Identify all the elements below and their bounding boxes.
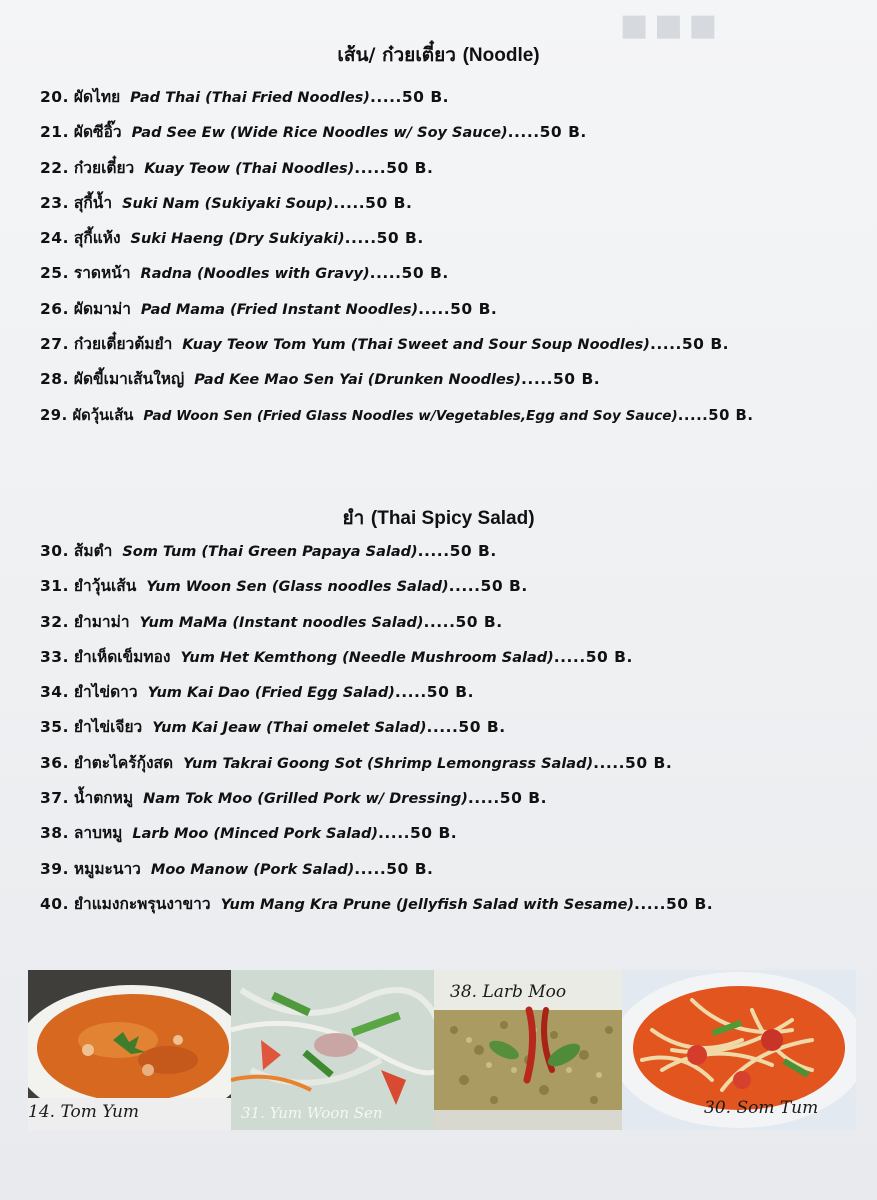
noodle-section-title xyxy=(0,40,877,70)
item-english-name: Yum Takrai Goong Sot (Shrimp Lemongrass Salad) xyxy=(183,755,594,772)
salad-section-title xyxy=(0,503,877,533)
item-price: .....50 B. xyxy=(369,264,449,283)
item-english-name: Pad Mama (Fried Instant Noodles) xyxy=(140,301,419,318)
noodle-title-thai: เส้น/ ก๋วยเตี๋ยว xyxy=(337,44,456,66)
item-thai-name: ส้มตำ xyxy=(73,542,113,560)
item-english-name: Suki Haeng (Dry Sukiyaki) xyxy=(130,231,345,248)
item-thai-name: ยำเห็ดเข็มทอง xyxy=(73,647,171,666)
item-english-name: Yum Kai Dao (Fried Egg Salad) xyxy=(147,685,395,702)
item-price: .....50 B. xyxy=(593,753,673,772)
photo-yum-woon-sen xyxy=(231,970,434,1130)
menu-item xyxy=(40,398,753,433)
menu-item xyxy=(40,362,753,397)
menu-item xyxy=(40,534,713,569)
item-price: .....50 B. xyxy=(369,88,450,106)
item-number: 31. xyxy=(40,577,69,596)
item-number: 24. xyxy=(40,229,69,248)
item-price: .....50 B. xyxy=(333,193,413,212)
menu-item xyxy=(40,151,753,186)
item-english-name: Suki Nam (Sukiyaki Soup) xyxy=(122,195,334,212)
item-english-name: Radna (Noodles with Gravy) xyxy=(140,266,370,283)
item-english-name: Yum Mang Kra Prune (Jellyfish Salad with Sesame) xyxy=(220,896,635,913)
item-number: 37. xyxy=(40,789,69,808)
item-thai-name: ก๋วยเตี๋ยวต้มยำ xyxy=(73,335,173,354)
menu-item xyxy=(40,292,753,327)
item-thai-name: ราดหน้า xyxy=(73,264,131,283)
item-number: 36. xyxy=(40,753,69,772)
item-number: 32. xyxy=(40,612,69,631)
item-price: .....50 B. xyxy=(553,647,633,666)
noodle-title-en: (Noodle) xyxy=(462,45,540,66)
menu-item xyxy=(40,569,713,604)
menu-item xyxy=(40,186,753,221)
item-english-name: Pad See Ew (Wide Rice Noodles w/ Soy Sauce) xyxy=(131,125,508,142)
menu-item xyxy=(40,80,753,115)
item-english-name: Pad Thai (Thai Fried Noodles) xyxy=(130,90,370,106)
item-english-name: Som Tum (Thai Green Papaya Salad) xyxy=(122,544,418,560)
item-thai-name: ยำวุ้นเส้น xyxy=(73,577,137,596)
item-english-name: Kuay Teow Tom Yum (Thai Sweet and Sour Soup Noodles) xyxy=(182,337,650,354)
item-thai-name: ผัดไทย xyxy=(73,88,121,106)
item-thai-name: ยำไข่เจียว xyxy=(73,718,143,737)
menu-item xyxy=(40,256,753,291)
item-thai-name: ผัดซีอิ๊ว xyxy=(73,123,122,142)
item-number: 29. xyxy=(40,406,68,424)
item-price: .....50 B. xyxy=(344,229,424,248)
item-number: 39. xyxy=(40,859,69,878)
item-price: .....50 B. xyxy=(394,683,474,702)
item-price: .....50 B. xyxy=(677,406,754,424)
photo-caption: 14. Tom Yum xyxy=(28,1102,140,1122)
show-through-decoration: ■■■ xyxy=(620,8,724,43)
item-number: 20. xyxy=(40,88,69,106)
item-thai-name: หมูมะนาว xyxy=(73,859,141,878)
item-price: .....50 B. xyxy=(378,824,458,843)
item-thai-name: ลาบหมู xyxy=(73,824,123,843)
item-english-name: Larb Moo (Minced Pork Salad) xyxy=(132,826,379,843)
item-number: 28. xyxy=(40,370,69,389)
item-thai-name: ผัดวุ้นเส้น xyxy=(72,406,134,424)
item-price: .....50 B. xyxy=(507,123,587,142)
item-thai-name: ยำมาม่า xyxy=(73,612,130,631)
item-thai-name: สุกี้น้ำ xyxy=(73,193,113,212)
menu-item xyxy=(40,640,713,675)
item-english-name: Yum Kai Jeaw (Thai omelet Salad) xyxy=(152,720,427,737)
item-number: 34. xyxy=(40,683,69,702)
photo-som-tum xyxy=(622,970,856,1130)
item-thai-name: ยำตะไคร้กุ้งสด xyxy=(73,753,174,772)
item-number: 40. xyxy=(40,894,69,913)
item-number: 25. xyxy=(40,264,69,283)
item-number: 22. xyxy=(40,158,69,177)
menu-item xyxy=(40,327,753,362)
item-number: 38. xyxy=(40,824,69,843)
photo-caption: 30. Som Tum xyxy=(704,1098,819,1118)
salad-menu-list xyxy=(40,534,713,922)
noodle-menu-list xyxy=(40,80,753,433)
item-price: .....50 B. xyxy=(521,370,601,389)
item-price: .....50 B. xyxy=(426,718,506,737)
item-price: .....50 B. xyxy=(417,542,497,560)
photo-tom-yum xyxy=(28,970,231,1130)
menu-item xyxy=(40,852,713,887)
item-english-name: Kuay Teow (Thai Noodles) xyxy=(144,160,355,177)
photo-caption: 31. Yum Woon Sen xyxy=(241,1104,383,1122)
item-price: .....50 B. xyxy=(354,859,434,878)
salad-title-thai: ยำ xyxy=(342,507,365,529)
photo-larb-moo xyxy=(434,970,622,1130)
menu-item xyxy=(40,710,713,745)
item-number: 23. xyxy=(40,193,69,212)
item-thai-name: น้ำตกหมู xyxy=(73,789,134,808)
item-number: 21. xyxy=(40,123,69,142)
item-english-name: Nam Tok Moo (Grilled Pork w/ Dressing) xyxy=(143,791,468,808)
item-number: 33. xyxy=(40,647,69,666)
item-thai-name: ผัดขี้เมาเส้นใหญ่ xyxy=(73,370,185,389)
item-english-name: Moo Manow (Pork Salad) xyxy=(150,861,355,878)
menu-item xyxy=(40,605,713,640)
menu-item xyxy=(40,115,753,150)
menu-item xyxy=(40,781,713,816)
item-english-name: Yum Het Kemthong (Needle Mushroom Salad) xyxy=(180,649,554,666)
photo-caption: 38. Larb Moo xyxy=(450,982,567,1002)
item-thai-name: ยำแมงกะพรุนงาขาว xyxy=(73,894,211,913)
item-english-name: Pad Kee Mao Sen Yai (Drunken Noodles) xyxy=(194,372,522,389)
item-price: .....50 B. xyxy=(418,299,498,318)
item-thai-name: ก๋วยเตี๋ยว xyxy=(73,158,135,177)
item-thai-name: ผัดมาม่า xyxy=(73,299,131,318)
menu-item xyxy=(40,221,753,256)
item-number: 35. xyxy=(40,718,69,737)
item-english-name: Pad Woon Sen (Fried Glass Noodles w/Vegetables,Egg and Soy Sauce) xyxy=(143,407,678,424)
item-number: 30. xyxy=(40,542,69,560)
item-price: .....50 B. xyxy=(448,577,528,596)
item-price: .....50 B. xyxy=(467,789,547,808)
item-thai-name: ยำไข่ดาว xyxy=(73,683,138,702)
item-english-name: Yum MaMa (Instant noodles Salad) xyxy=(139,614,424,631)
item-number: 26. xyxy=(40,299,69,318)
item-price: .....50 B. xyxy=(634,894,714,913)
menu-item xyxy=(40,816,713,851)
salad-title-en: (Thai Spicy Salad) xyxy=(370,508,535,529)
item-number: 27. xyxy=(40,335,69,354)
menu-item xyxy=(40,675,713,710)
item-price: .....50 B. xyxy=(649,335,730,354)
item-english-name: Yum Woon Sen (Glass noodles Salad) xyxy=(146,579,449,596)
menu-item xyxy=(40,746,713,781)
menu-item xyxy=(40,887,713,922)
item-price: .....50 B. xyxy=(354,158,434,177)
food-photo-strip xyxy=(28,970,856,1130)
item-thai-name: สุกี้แห้ง xyxy=(73,229,121,248)
item-price: .....50 B. xyxy=(423,612,503,631)
